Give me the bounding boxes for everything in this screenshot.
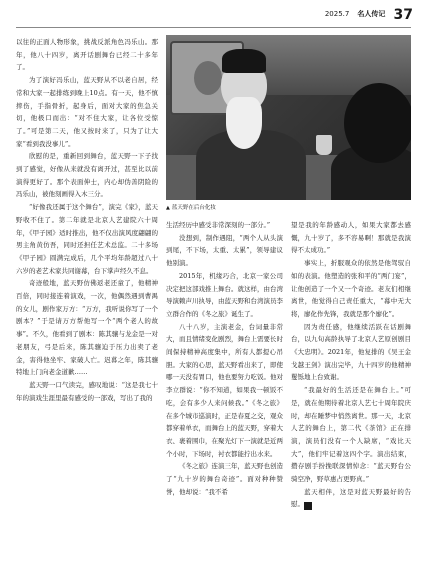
paragraph [291, 384, 411, 486]
paragraph [291, 219, 411, 257]
paragraph [166, 232, 283, 270]
header-rule [16, 27, 411, 28]
paragraph-text: 八十八岁，主演老金，台词量非常大，而且情绪变化剧烈，舞台上需要长时间保持精神高度集中，所有人都提心吊胆。大家的心思，蓝天野看出来了，即使哪一天没有胃口，他也要努力吃饭。他对李立群说：“你不知道，如果我一顿饭不吃，会有多少人来问候我。”《冬之旅》在多个城市巡演时，正是春夏之交，观众都穿着单衣，而舞台上的蓝天野，穿着大衣、裹着围巾，在聚光灯下一演就是近两个小时，下场时，衬衣都能拧出水来。 [166, 322, 283, 458]
photo-actor-hat [222, 49, 266, 73]
paragraph [16, 74, 158, 150]
paragraph-text: 奇迹般地，蓝天野仿佛返老还童了，他精神百倍，同时接连着演戏，一次，他偶然遇到曹禺的女儿，剧作家万方：“万方，我听说你写了一个剧本？”于是请万方帮他写一个“两个老人的故事”。不久，他看到了剧本：陈其骧与龙金是一对老朋友，弓是后来，陈其骧迫于压力出卖了老金，害得他坐牢、家破人亡。迟暮之年，陈其骧特地上门向老金道歉…… [16, 279, 158, 377]
paragraph-text: 蓝天野一口气读完，感叹地说：“这是我七十年的演戏生涯里最有感受的一部戏，写出了我的 [16, 380, 158, 402]
paragraph [16, 36, 158, 74]
caption-text: 蓝天野在后台化妆 [171, 205, 216, 211]
article-column-3 [291, 219, 411, 569]
paragraph-text: 望是我的年龄感动人，如果大家都去感慨，九十岁了，多不容易啊！那就是我演得不太成功。” [291, 221, 411, 255]
paragraph-text: 因为责任感，他继续活跃在话剧舞台，以九旬高龄执导了北京人艺原创剧目《大忠明》。2021年，他复排的《吴王金戈越王剑》演出完毕，九十四岁的他精神矍铄地上台致谢。 [291, 322, 411, 382]
paragraph-text: 以往的正面人物形象，挑战反派角色冯乐山。那年，他八十四岁，离开话剧舞台已经二十多年了。 [16, 38, 158, 72]
photo-helper-head [344, 83, 411, 163]
column-name: 名人传记 [357, 10, 386, 18]
photo-actor-beard [226, 97, 262, 149]
paragraph-text: 蓝天相伴，这是对蓝天野最好的告慰。 [291, 487, 411, 509]
paragraph-text: 事实上，折服观众的依然是他驾驭自如的表演。他塑造的张和平的“两门宴”，让他创造了一个又一个奇迹。老友们相继离世，他觉得自己责任重大，“幕中无大将，廖化作先锋，我就是那个廖化”。 [291, 259, 411, 318]
paragraph [16, 201, 158, 277]
page-header [293, 4, 413, 26]
issue-date: 2025.7 [324, 10, 350, 18]
paragraph-text: 为了演好冯乐山，蓝天野从不以老自居，经常和大家一起排练到晚上10点。有一天，他不慎摔伤，手指骨折，起身后，面对大家的焦急关切，他极口而出：“对不住大家，让各位受惊了。”可是第二天，他又按时来了，只为了让大家“看到我没事儿”。 [16, 76, 158, 148]
paragraph [291, 321, 411, 385]
paragraph [166, 460, 283, 498]
paragraph [166, 219, 283, 232]
article-column-1 [16, 36, 158, 566]
paragraph [16, 150, 158, 201]
paragraph [166, 321, 283, 461]
paragraph-text: 《冬之旅》连演三年，蓝天野也创造了“九十岁的舞台奇迹”。面对种种赞誉，他却说：“我不希 [166, 462, 283, 496]
paragraph-text: 生活经历中感受非常深刻的一部分。” [166, 221, 271, 229]
paragraph [16, 379, 158, 404]
paragraph [291, 486, 411, 511]
paragraph [16, 277, 158, 379]
photo-makeup-backstage [166, 35, 411, 200]
paragraph [166, 270, 283, 321]
paragraph [291, 257, 411, 321]
paragraph-text: “我最好的生活还是在舞台上。”可是，就在他期待着北京人艺七十周年院庆时，却在睡梦中悄然离世。那一天，北京人艺的舞台上，第二代《茶馆》正在排演，演员们没有一个人缺席，“戏比天大”，他们牢记着这四个字。演出结束，攒存剧手扮挽联深情悼念：“蓝天野台公骑空净，野草惠占更野真。” [291, 386, 411, 484]
page-number: 37 [393, 7, 413, 23]
paragraph-text: 没想到，制作遇阻，“两个人从头演到尾，不下场，太重、太累”，领导建议他别演。 [166, 233, 283, 268]
paragraph-text: 2015年，机缘巧合，北京一家公司决定把这部戏推上舞台。就这样，由台湾导演赖声川执导，由蓝天野和台湾演员李立群合作的《冬之旅》诞生了。 [166, 271, 283, 318]
photo-mirror-reflection [194, 61, 222, 95]
photo-cup [316, 135, 332, 155]
photo-caption [166, 203, 411, 213]
paragraph-text: 欣慰的是，重新回到舞台，蓝天野一下子找到了感觉，好像从来就没有离开过，甚至比以前演得更好了。那个表面伸士，内心却伪善阴险的冯乐山，被他刻画得入木三分。 [16, 152, 158, 199]
paragraph-text: “好像我还属于这个舞台”，演完《家》，蓝天野收不住了。第二年就是北京人艺建院六十周年，《甲子园》适时推出，他不仅出演风度翩翩的男主角黄仿吾，同时还担任艺术总监。二十多场《甲子园》圆满完成后，几个平均年龄超过八十六岁的老艺术家共同谢幕，台下掌声经久不息。 [16, 203, 158, 275]
article-column-2 [166, 219, 283, 569]
caption-triangle-icon: ▲ [166, 205, 170, 211]
article-end-mark: ■ [304, 502, 312, 510]
